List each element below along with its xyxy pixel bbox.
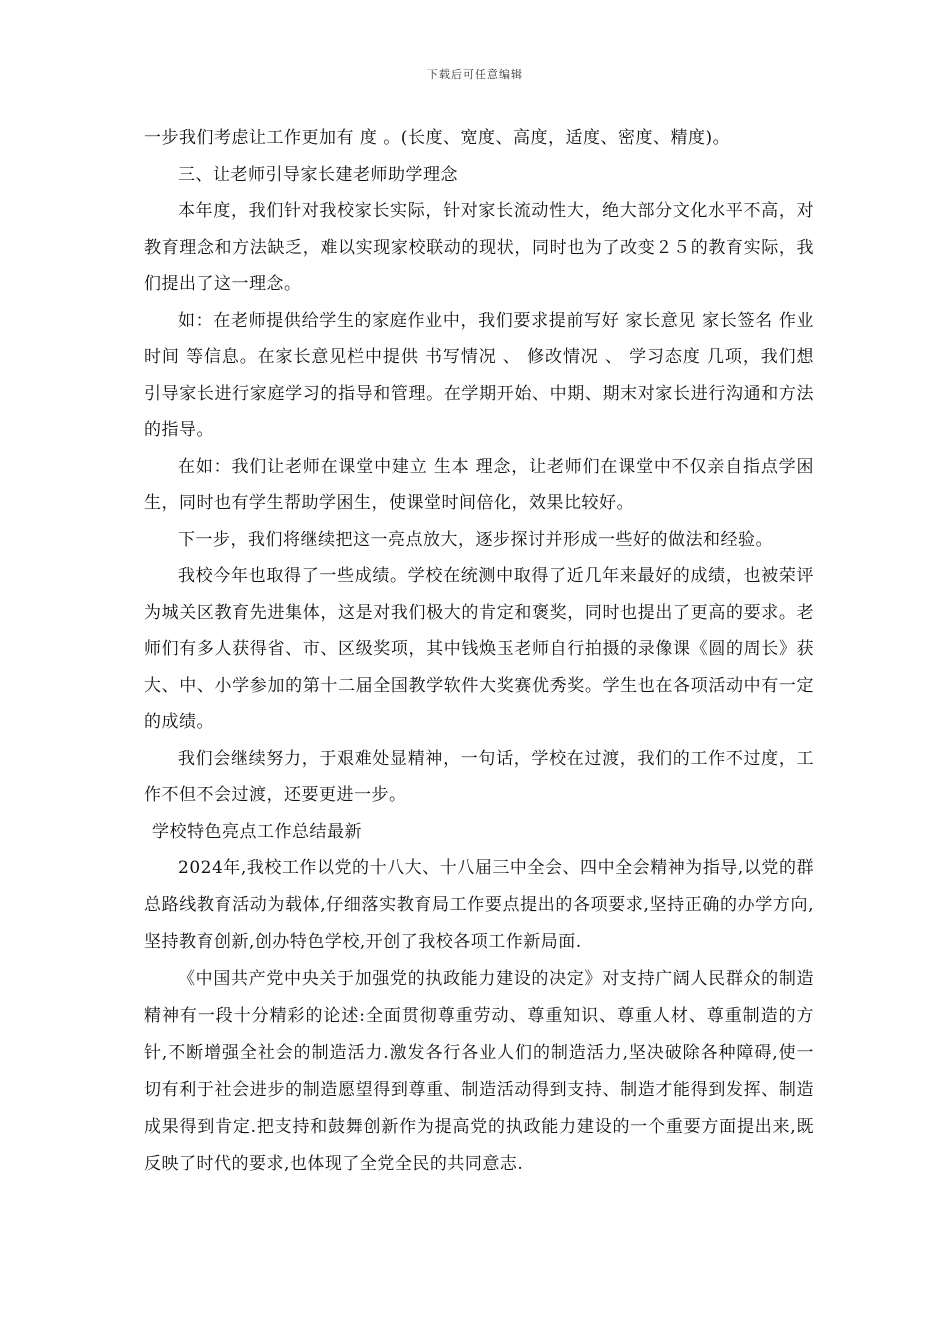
page-header: 下载后可任意编辑 [427,68,523,81]
section-heading-parent-teacher: 三、让老师引导家长建老师助学理念 [178,164,458,185]
paragraph: 《中国共产党中央关于加强党的执政能力建设的决定》对支持广阔人民群众的制造精神有一段十分精彩的论述:全面贯彻尊重劳动、尊重知识、尊重人材、尊重制造的方针,不断增强全社会的制造活力.激发各行各业人们的制造活力,坚决破除各种障碍,使一切有利于社会进步的制造愿望得到尊重、制造活动得到支持、制造才能得到发挥、制造成果得到肯定.把支持和鼓舞创新作为提高党的执政能力建设的一个重要方面提出来,既反映了时代的要求,也体现了全党全民的共同意志. [144,969,814,1174]
paragraph: 下一步，我们将继续把这一亮点放大，逐步探讨并形成一些好的做法和经验。 [178,529,773,550]
paragraph: 2024年,我校工作以党的十八大、十八届三中全会、四中全会精神为指导,以党的群总路线教育活动为载体,仔细落实教育局工作要点提出的各项要求,坚持正确的办学方向,坚持教育创新,创办特色学校,开创了我校各项工作新局面. [144,858,814,952]
paragraph: 本年度，我们针对我校家长实际，针对家长流动性大，绝大部分文化水平不高，对教育理念和方法缺乏，难以实现家校联动的现状，同时也为了改变２５的教育实际，我们提出了这一理念。 [144,201,814,294]
document-body [144,120,814,1183]
document-title: 学校特色亮点工作总结最新 [152,821,362,842]
paragraph: 如：在老师提供给学生的家庭作业中，我们要求提前写好 家长意见 家长签名 作业时间 等信息。在家长意见栏中提供 书写情况 、 修改情况 、 学习态度 几项，我们想引导家长进行家庭学习的指导和管理。在学期开始、中期、期末对家长进行沟通和方法的指导。 [144,310,814,440]
paragraph: 我校今年也取得了一些成绩。学校在统测中取得了近几年来最好的成绩，也被荣评为城关区教育先进集体，这是对我们极大的肯定和褒奖，同时也提出了更高的要求。老师们有多人获得省、市、区级奖项，其中钱焕玉老师自行拍摄的录像课《圆的周长》获大、中、小学参加的第十二届全国教学软件大奖赛优秀奖。学生也在各项活动中有一定的成绩。 [144,566,814,732]
paragraph: 在如：我们让老师在课堂中建立 生本 理念，让老师们在课堂中不仅亲自指点学困生，同时也有学生帮助学困生，使课堂时间倍化，效果比较好。 [144,456,814,513]
paragraph-continuation: 一步我们考虑让工作更加有 度 。(长度、宽度、高度，适度、密度、精度)。 [144,128,731,148]
paragraph: 我们会继续努力，于艰难处显精神，一句话，学校在过渡，我们的工作不过度，工作不但不会过渡，还要更进一步。 [144,748,814,805]
